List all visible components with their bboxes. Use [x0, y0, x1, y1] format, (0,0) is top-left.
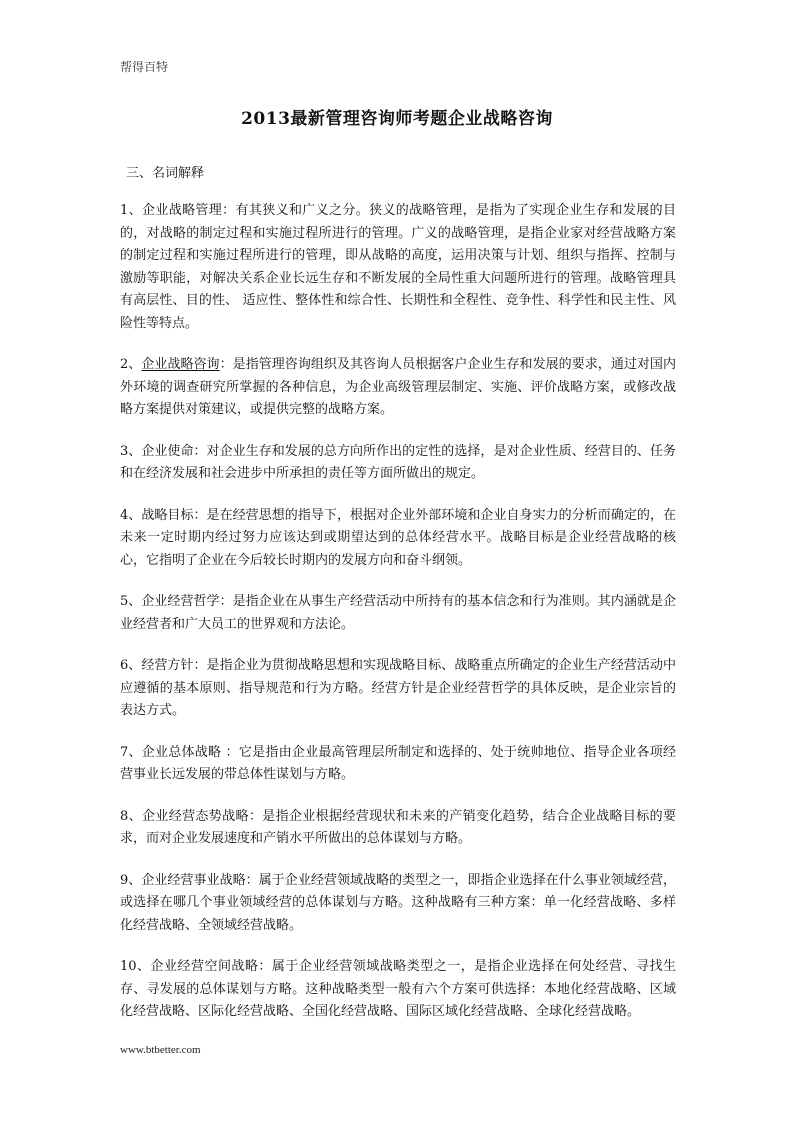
definition-paragraph-10: 10、企业经营空间战略：属于企业经营领域战略类型之一，是指企业选择在何处经营、寻找生存、寻发展的总体谋划与方略。这种战略类型一般有六个方案可供选择：本地化经营战略、区域化经营战略、区际化经营战略、全国化经营战略、国际区域化经营战略、全球化经营战略。: [120, 959, 676, 1019]
definition-number: 2、: [120, 357, 142, 372]
definition-paragraph-5: 5、企业经营哲学：是指企业在从事生产经营活动中所持有的基本信念和行为准则。其内涵就是企业经营者和广大员工的世界观和方法论。: [120, 594, 676, 632]
header-brand: 帮得百特: [120, 60, 169, 74]
definition-paragraph-8: 8、企业经营态势战略：是指企业根据经营现状和未来的产销变化趋势，结合企业战略目标的要求，而对企业发展速度和产销水平所做出的总体谋划与方略。: [120, 808, 676, 846]
definition-paragraph-9: 9、企业经营事业战略：属于企业经营领域战略的类型之一，即指企业选择在什么事业领域经营，或选择在哪几个事业领域经营的总体谋划与方略。这种战略有三种方案：单一化经营战略、多样化经营战略、全领域经营战略。: [120, 872, 676, 933]
document-body: [120, 200, 676, 1024]
document-title: 2013最新管理咨询师考题企业战略咨询: [241, 109, 553, 129]
definition-paragraph-4: 4、战略目标：是在经营思想的指导下，根据对企业外部环境和企业自身实力的分析而确定的，在未来一定时期内经过努力应该达到或期望达到的总体经营水平。战略目标是企业经营战略的核心，它指明了企业在今后较长时期内的发展方向和奋斗纲领。: [120, 507, 676, 568]
definition-term-underlined: 企业战略咨询: [141, 357, 220, 372]
definition-paragraph-1: 1、企业战略管理：有其狭义和广义之分。狭义的战略管理，是指为了实现企业生存和发展的目的，对战略的制定过程和实施过程所进行的管理。广义的战略管理，是指企业家对经营战略方案的制定过程和实施过程所进行的管理，即从战略的高度，运用决策与计划、组织与指挥、控制与激励等职能，对解决关系企业长远生存和不断发展的全局性重大问题所进行的管理。战略管理具有高层性、目的性、 适应性、整体性和综合性、长期性和全程性、竞争性、科学性和民主性、风险性等特点。: [120, 203, 676, 331]
footer-url: www.btbetter.com: [120, 1044, 201, 1056]
definition-paragraph-7: 7、企业总体战略 ：它是指由企业最高管理层所制定和选择的、处于统帅地位、指导企业各项经营事业长远发展的带总体性谋划与方略。: [120, 744, 676, 782]
section-heading: 三、名词解释: [126, 166, 205, 181]
definition-paragraph-6: 6、经营方针：是指企业为贯彻战略思想和实现战略目标、战略重点所确定的企业生产经营活动中应遵循的基本原则、指导规范和行为方略。经营方针是企业经营哲学的具体反映，是企业宗旨的表达方式。: [120, 658, 676, 718]
definition-paragraph-2: [120, 354, 676, 422]
definition-paragraph-3: 3、企业使命：对企业生存和发展的总方向所作出的定性的选择，是对企业性质、经营目的、任务和在经济发展和社会进步中所承担的责任等方面所做出的规定。: [120, 443, 676, 481]
definition-text: ：是指管理咨询组织及其咨询人员根据客户企业生存和发展的要求，通过对国内外环境的调查研究所掌握的各种信息，为企业高级管理层制定、实施、评价战略方案，或修改战略方案提供对策建议，或提供完整的战略方案。: [120, 357, 676, 417]
